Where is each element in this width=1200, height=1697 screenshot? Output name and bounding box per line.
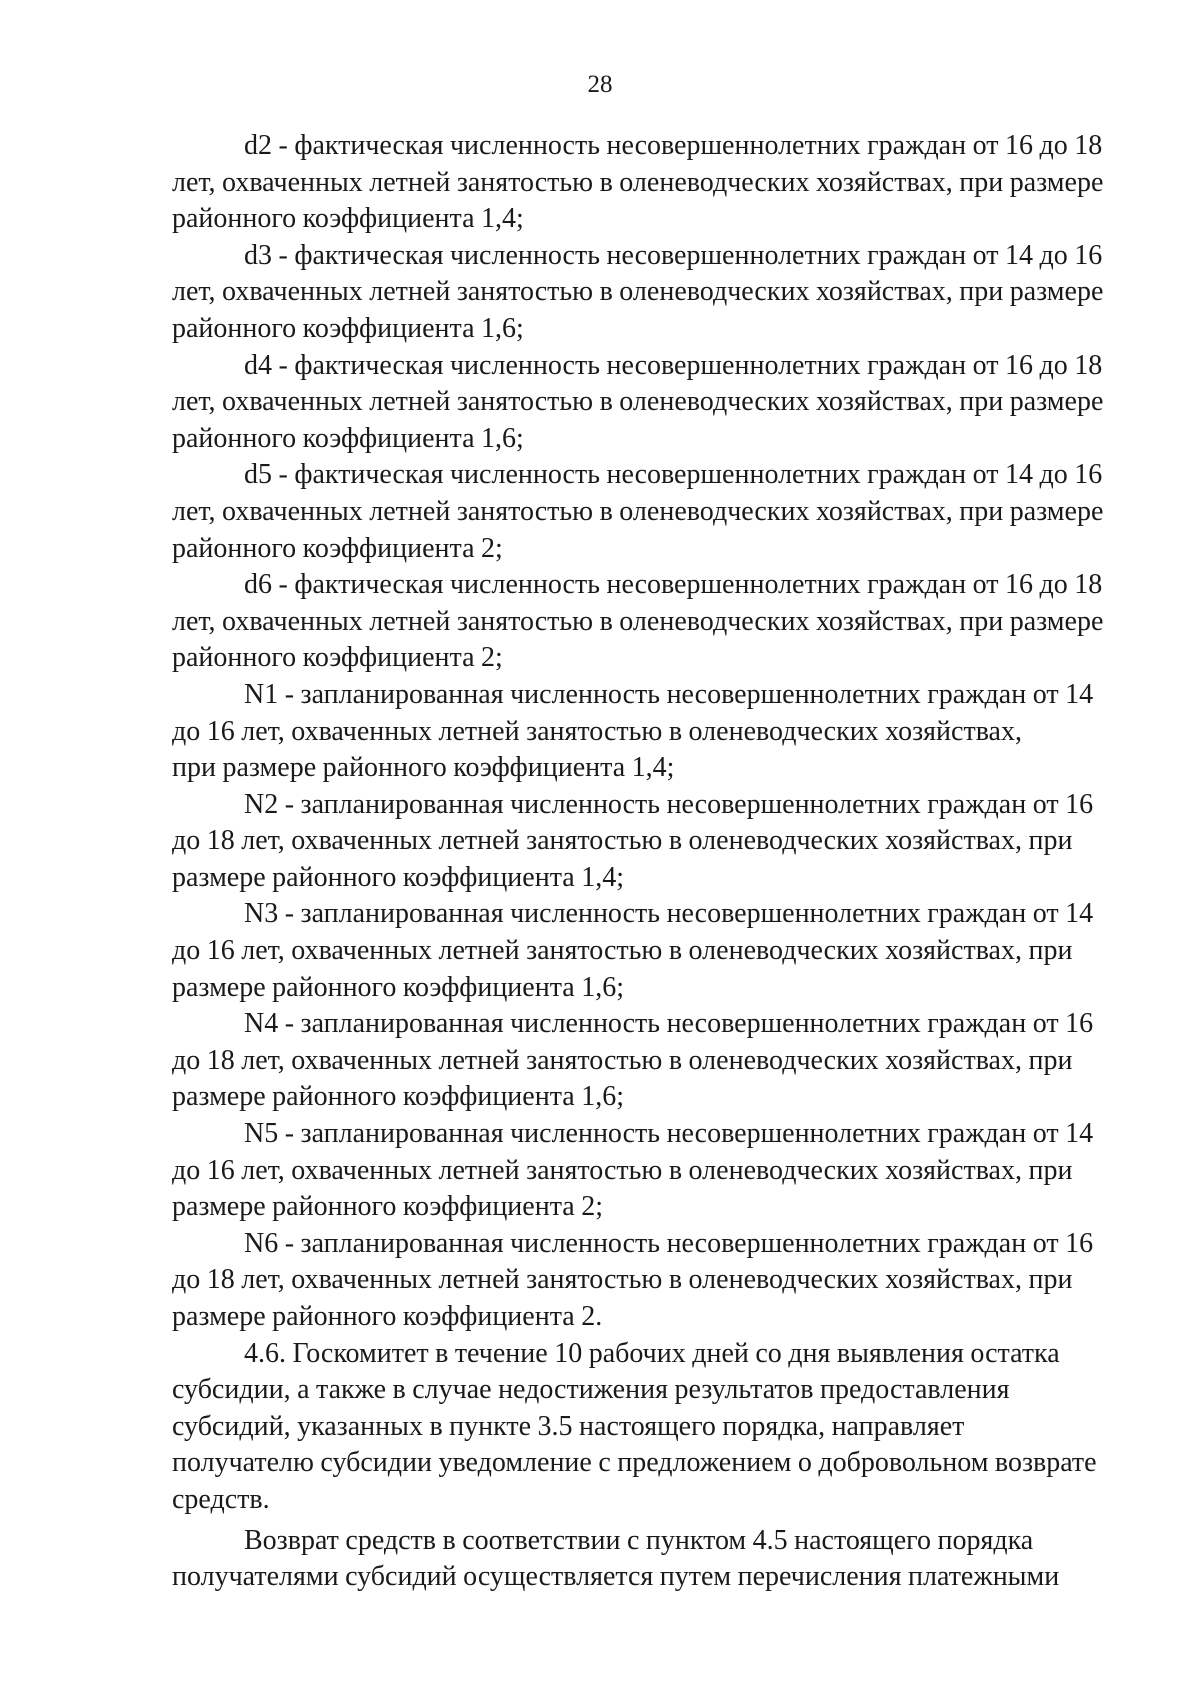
definition-d4: d4 - фактическая численность несовершеннолетних граждан от 16 до 18 лет, охваченных летней занятостью в оленеводческих хозяйствах, при размере районного коэффициента 1,6; xyxy=(172,349,1104,454)
refund-paragraph: Возврат средств в соответствии с пунктом 4.5 настоящего порядка получателями субсидий осуществляется путем перечисления платежными xyxy=(172,1524,1060,1593)
definition-n1: N1 - запланированная численность несовершеннолетних граждан от 14 до 16 лет, охваченных летней занятостью в оленеводческих хозяйствах, при размере районного коэффициента 1,4; xyxy=(172,678,1094,784)
definition-d5: d5 - фактическая численность несовершеннолетних граждан от 14 до 16 лет, охваченных летней занятостью в оленеводческих хозяйствах, при размере районного коэффициента 2; xyxy=(172,459,1104,564)
page-number: 28 xyxy=(587,71,613,98)
definition-n6: N6 - запланированная численность несовершеннолетних граждан от 16 до 18 лет, охваченных летней занятостью в оленеводческих хозяйствах, при размере районного коэффициента 2. xyxy=(172,1227,1094,1332)
definition-n2: N2 - запланированная численность несовершеннолетних граждан от 16 до 18 лет, охваченных летней занятостью в оленеводческих хозяйствах, при размере районного коэффициента 1,4; xyxy=(172,788,1094,893)
document-body xyxy=(172,128,1122,1596)
definition-d2: d2 - фактическая численность несовершеннолетних граждан от 16 до 18 лет, охваченных летней занятостью в оленеводческих хозяйствах, при размере районного коэффициента 1,4; xyxy=(172,130,1104,235)
clause-4-6: 4.6. Госкомитет в течение 10 рабочих дней со дня выявления остатка субсидии, а также в случае недостижения результатов предоставления субсидий, указанных в пункте 3.5 настоящего порядка, направляет получателю субсидии уведомление с предложением о добровольном возврате средств. xyxy=(172,1337,1097,1515)
definition-n5: N5 - запланированная численность несовершеннолетних граждан от 14 до 16 лет, охваченных летней занятостью в оленеводческих хозяйствах, при размере районного коэффициента 2; xyxy=(172,1118,1094,1223)
definition-d3: d3 - фактическая численность несовершеннолетних граждан от 14 до 16 лет, охваченных летней занятостью в оленеводческих хозяйствах, при размере районного коэффициента 1,6; xyxy=(172,239,1104,344)
definition-d6: d6 - фактическая численность несовершеннолетних граждан от 16 до 18 лет, охваченных летней занятостью в оленеводческих хозяйствах, при размере районного коэффициента 2; xyxy=(172,569,1104,674)
definition-n4: N4 - запланированная численность несовершеннолетних граждан от 16 до 18 лет, охваченных летней занятостью в оленеводческих хозяйствах, при размере районного коэффициента 1,6; xyxy=(172,1008,1094,1113)
definition-n3: N3 - запланированная численность несовершеннолетних граждан от 14 до 16 лет, охваченных летней занятостью в оленеводческих хозяйствах, при размере районного коэффициента 1,6; xyxy=(172,898,1094,1003)
